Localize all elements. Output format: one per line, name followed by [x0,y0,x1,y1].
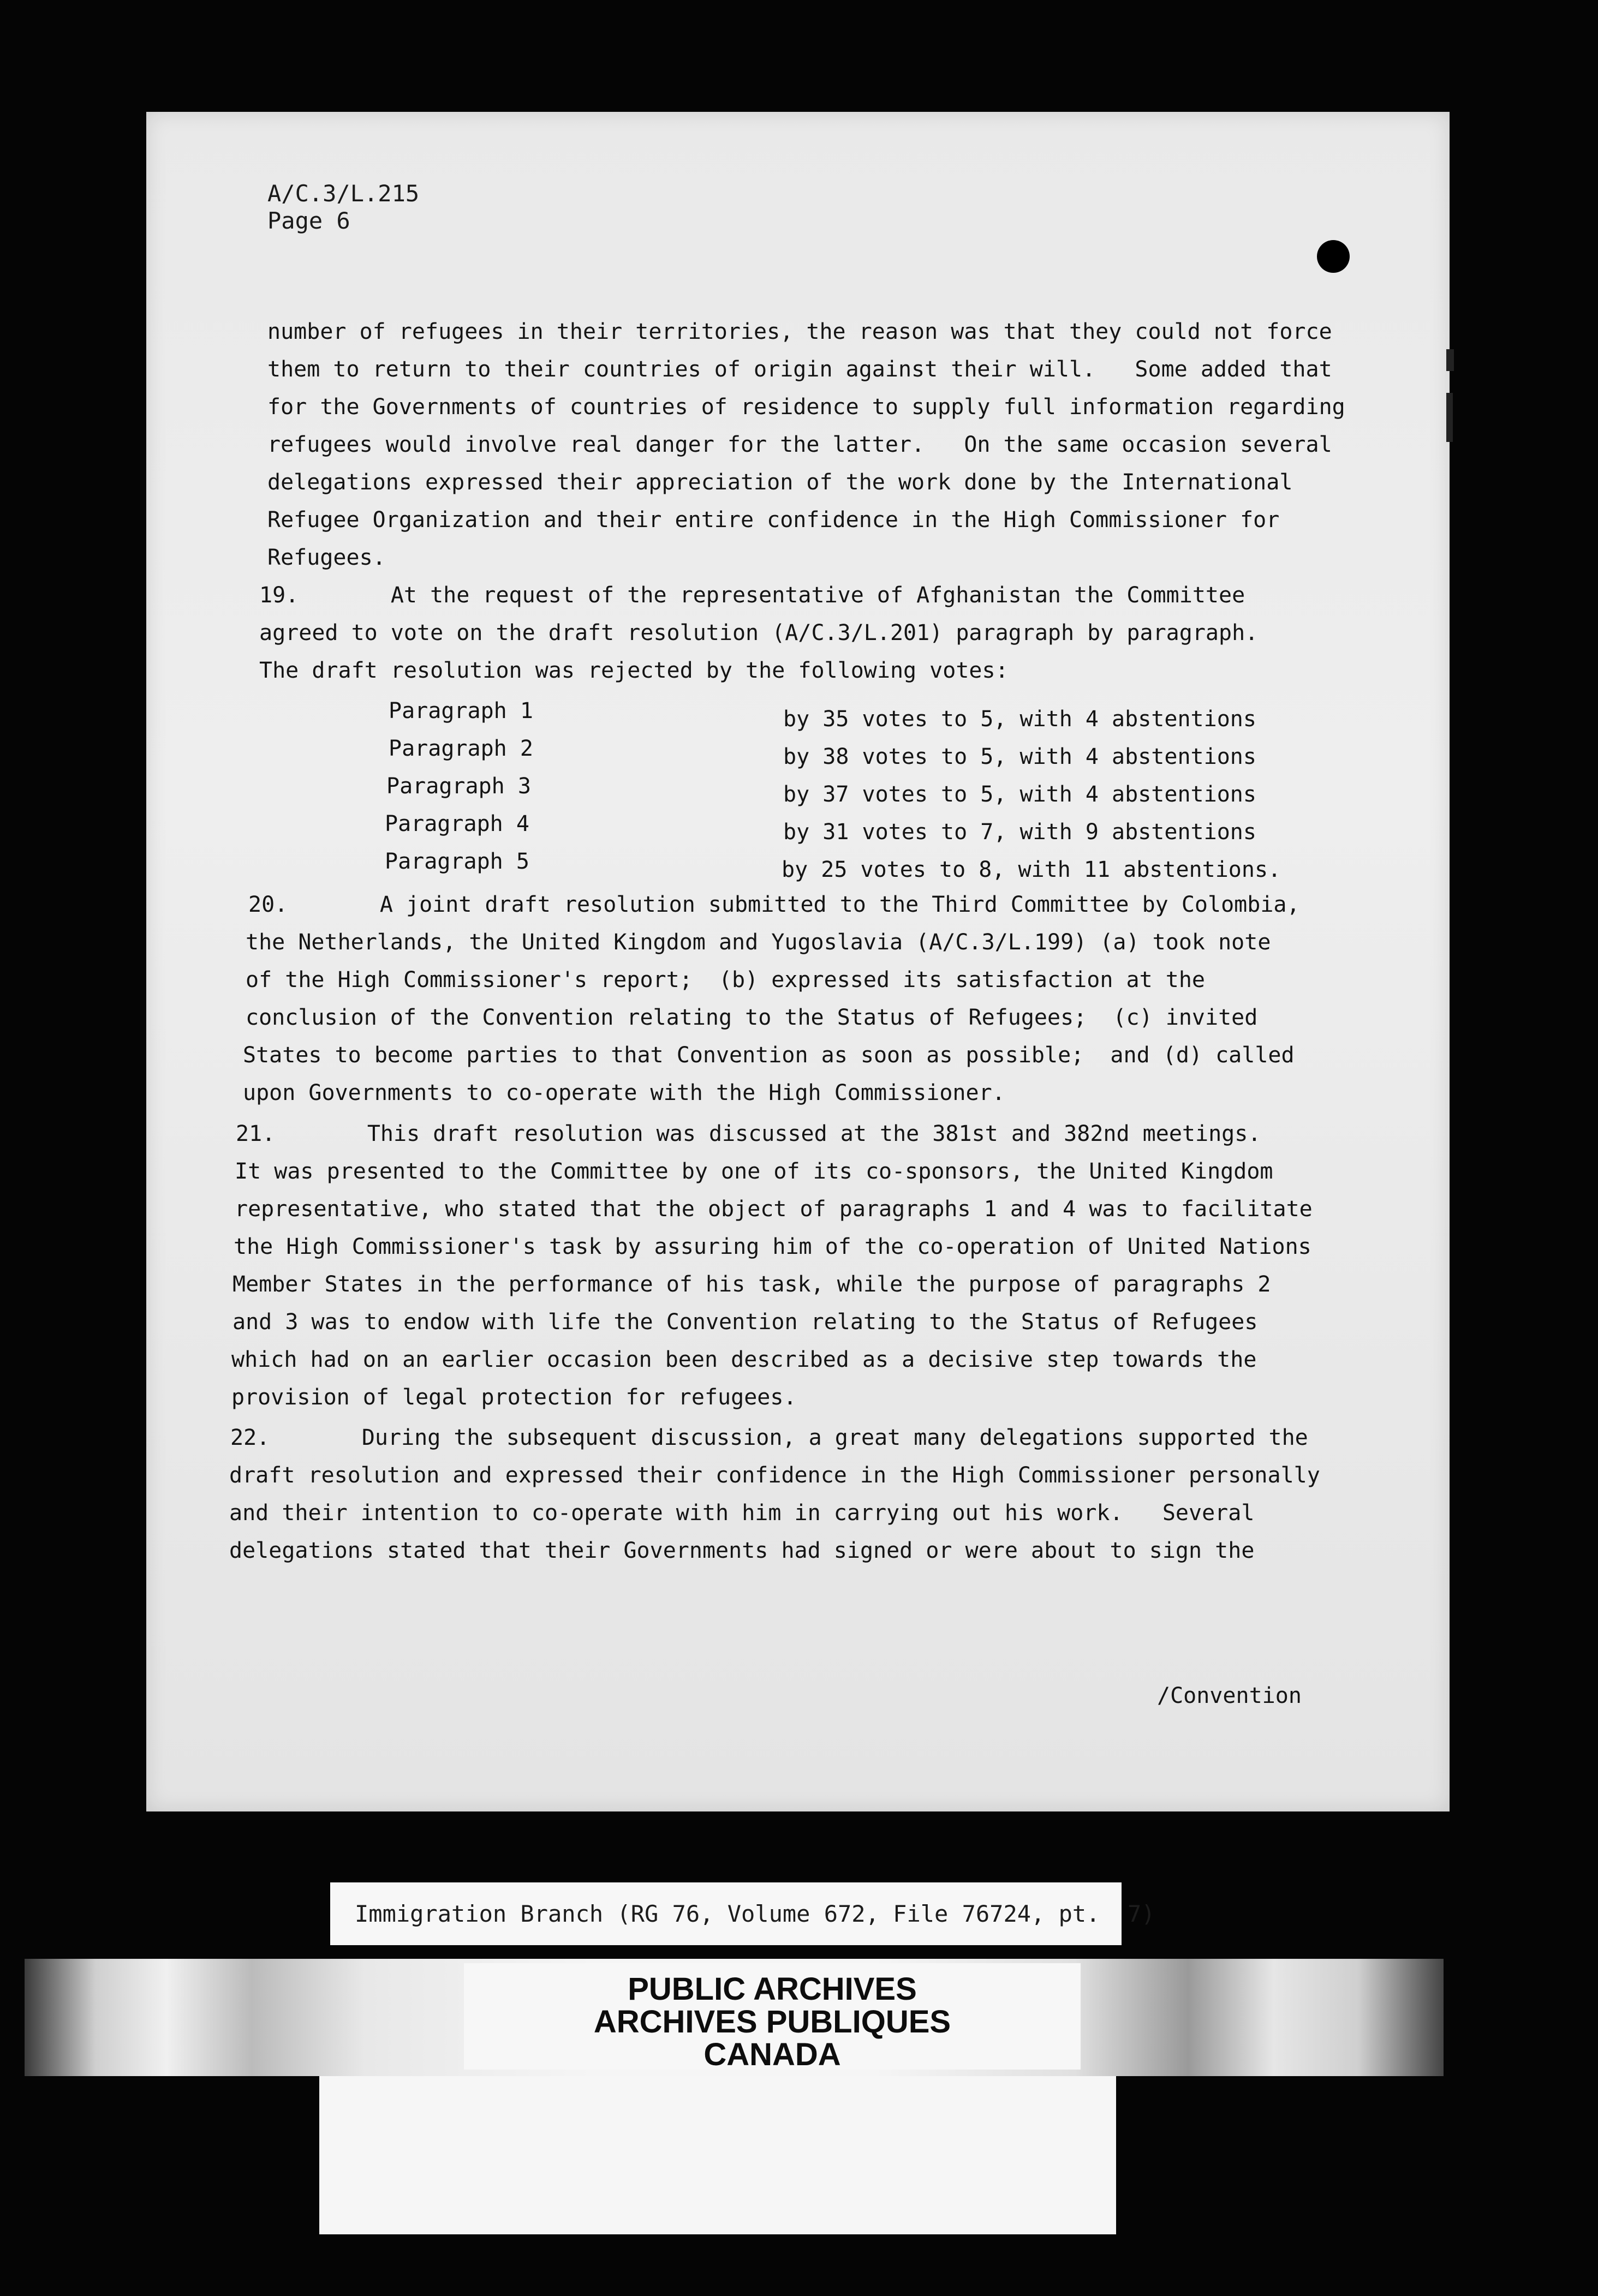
text-line: Refugees. [267,545,386,570]
text-line: number of refugees in their territories, the reason was that they could not force [267,319,1332,344]
text-line: The draft resolution was rejected by the following votes: [259,658,1009,683]
vote-paragraph: Paragraph 4 [385,811,529,836]
text-line: provision of legal protection for refugees. [231,1385,797,1410]
vote-result: by 38 votes to 5, with 4 abstentions [783,744,1256,769]
stamp-line: CANADA [703,2037,841,2072]
text-line: for the Governments of countries of residence to supply full information regarding [267,394,1345,420]
text-line: the Netherlands, the United Kingdom and Yugoslavia (A/C.3/L.199) (a) took note [246,930,1271,955]
archive-stamp [464,1963,1081,2070]
vote-paragraph: Paragraph 3 [386,774,531,799]
text-line: and 3 was to endow with life the Convention relating to the Status of Refugees [232,1310,1258,1335]
text-line: upon Governments to co-operate with the High Commissioner. [243,1080,1005,1105]
vote-paragraph: Paragraph 5 [385,849,529,874]
text-line: delegations expressed their appreciation of the work done by the International [267,470,1293,495]
edge-mark [1446,349,1454,371]
vote-result: by 35 votes to 5, with 4 abstentions [783,707,1256,732]
vote-result: by 31 votes to 7, with 9 abstentions [783,820,1256,845]
text-line: It was presented to the Committee by one of its co-sponsors, the United Kingdom [235,1159,1273,1184]
text-line: 20. A joint draft resolution submitted to the Third Committee by Colombia, [248,892,1300,917]
text-line: them to return to their countries of origin against their will. Some added that [267,357,1332,382]
text-line: agreed to vote on the draft resolution (A/C.3/L.201) paragraph by paragraph. [259,620,1259,645]
text-line: 22. During the subsequent discussion, a great many delegations supported the [230,1425,1308,1450]
vote-result: by 37 votes to 5, with 4 abstentions [783,782,1256,807]
stamp-line: ARCHIVES PUBLIQUES [593,2004,951,2040]
text-line: and their intention to co-operate with him in carrying out his work. Several [229,1500,1255,1526]
vote-result: by 25 votes to 8, with 11 abstentions. [782,857,1281,882]
page-number: Page 6 [267,207,350,234]
text-line: Member States in the performance of his task, while the purpose of paragraphs 2 [232,1272,1271,1297]
blank-card [319,2076,1116,2234]
text-line: conclusion of the Convention relating to the Status of Refugees; (c) invited [246,1005,1258,1030]
continuation-word: /Convention [1157,1683,1302,1708]
text-line: 21. This draft resolution was discussed at the 381st and 382nd meetings. [236,1121,1261,1146]
text-line: delegations stated that their Governments had signed or were about to sign the [229,1538,1255,1563]
text-line: Refugee Organization and their entire confidence in the High Commissioner for [267,507,1280,533]
document-reference: A/C.3/L.215 [267,180,420,207]
text-line: of the High Commissioner's report; (b) expressed its satisfaction at the [246,967,1205,992]
text-line: 19. At the request of the representative of Afghanistan the Committee [259,583,1245,608]
text-line: draft resolution and expressed their confidence in the High Commissioner personally [229,1463,1320,1488]
punch-hole [1317,240,1350,273]
stamp-line: PUBLIC ARCHIVES [628,1971,917,2007]
text-line: States to become parties to that Convention as soon as possible; and (d) called [243,1043,1295,1068]
archive-reference-label: Immigration Branch (RG 76, Volume 672, File 76724, pt. 7) [330,1882,1122,1945]
vote-paragraph: Paragraph 2 [389,736,533,761]
vote-paragraph: Paragraph 1 [389,698,533,724]
document-header [267,180,419,235]
text-line: representative, who stated that the object of paragraphs 1 and 4 was to facilitate [235,1197,1313,1222]
text-line: which had on an earlier occasion been described as a decisive step towards the [231,1347,1257,1372]
edge-mark [1446,393,1453,442]
text-line: refugees would involve real danger for the latter. On the same occasion several [267,432,1332,457]
text-line: the High Commissioner's task by assuring him of the co-operation of United Nations [234,1234,1311,1259]
